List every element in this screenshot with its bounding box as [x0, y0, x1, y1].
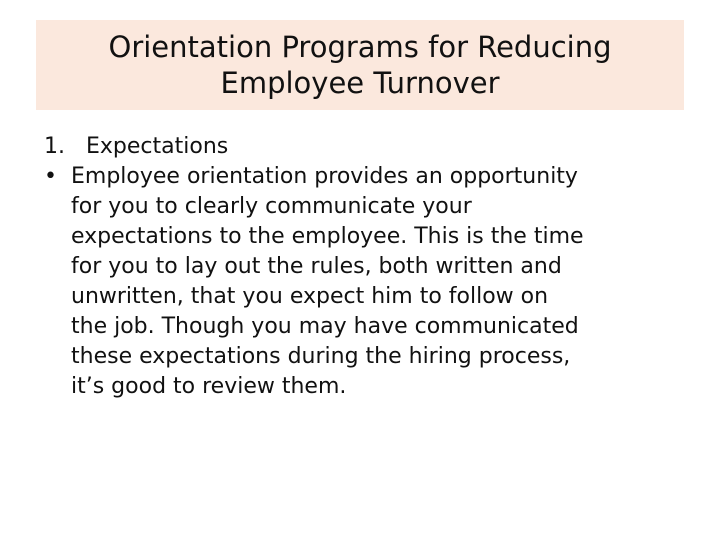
bullet-item	[44, 162, 690, 402]
bullet-line-3: expectations to the employee. This is the time	[71, 224, 584, 249]
bullet-line-8: it’s good to review them.	[71, 374, 347, 399]
slide-title-line-1: Orientation Programs for Reducing	[108, 30, 612, 64]
bullet-line-2: for you to clearly communicate your	[71, 194, 472, 219]
title-band	[36, 20, 684, 110]
bullet-text	[71, 162, 584, 402]
bullet-line-5: unwritten, that you expect him to follow on	[71, 284, 549, 309]
bullet-line-7: these expectations during the hiring process,	[71, 344, 571, 369]
slide-title-line-2: Employee Turnover	[220, 66, 500, 100]
numbered-item	[44, 132, 690, 162]
bullet-marker: •	[44, 164, 57, 189]
slide-content	[44, 132, 690, 402]
bullet-line-1: Employee orientation provides an opportunity	[71, 164, 578, 189]
bullet-line-4: for you to lay out the rules, both written and	[71, 254, 562, 279]
numbered-item-text: Expectations	[86, 134, 229, 159]
bullet-line-6: the job. Though you may have communicated	[71, 314, 579, 339]
numbered-item-marker: 1.	[44, 134, 65, 159]
